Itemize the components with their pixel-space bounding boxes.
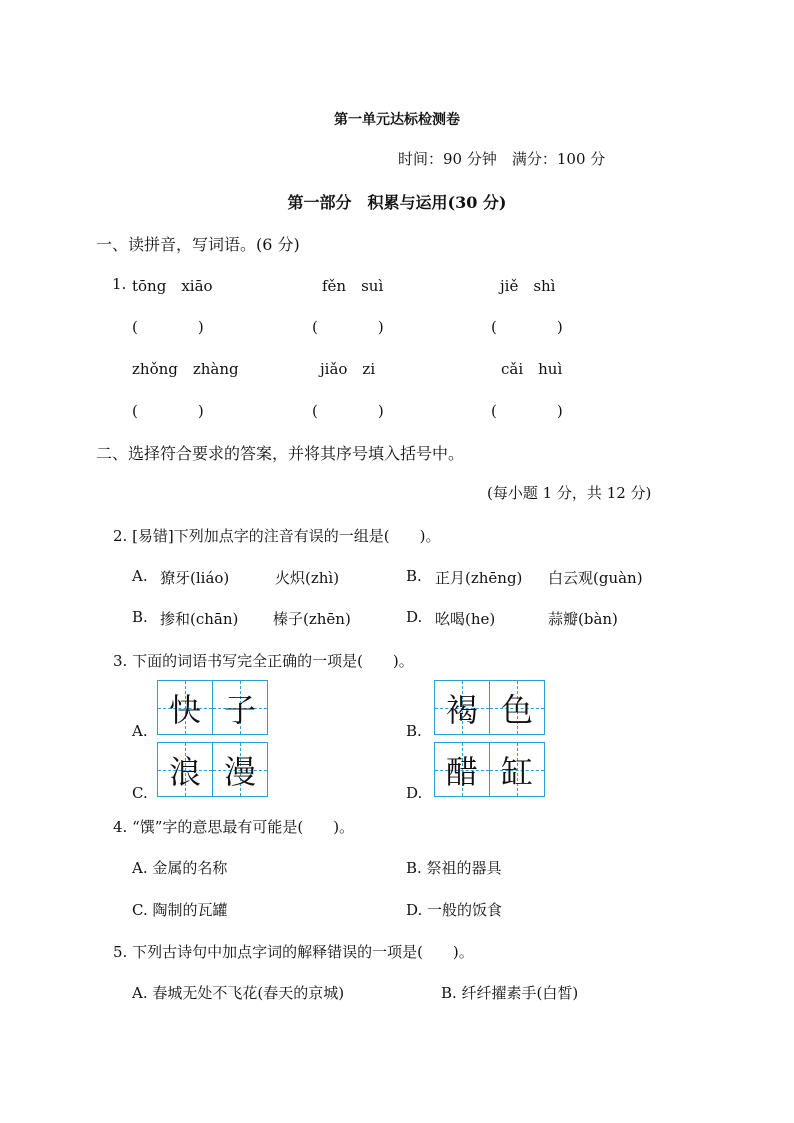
part-heading: 第一部分 积累与运用(30 分) (287, 193, 507, 212)
q3-option-c-grid (157, 742, 268, 797)
question-2-stem: 2. [易错]下列加点字的注音有误的一组是( )。 (113, 527, 441, 545)
page-title: 第一单元达标检测卷 (334, 112, 460, 128)
answer-blank-5[interactable]: ( ) (312, 402, 384, 420)
pinyin-2: fěn suì (322, 277, 384, 295)
q2-option-b-label: B. (406, 567, 422, 585)
pinyin-1: tōng xiāo (132, 277, 213, 295)
exam-meta: 时间：90 分钟 满分：100 分 (398, 150, 606, 168)
q3-option-c-label: C. (132, 784, 148, 802)
grid-cell: 漫 (212, 743, 267, 796)
q3-option-d-grid (434, 742, 545, 797)
q4-option-c: C. 陶制的瓦罐 (132, 901, 228, 919)
answer-blank-6[interactable]: ( ) (491, 402, 563, 420)
pinyin-4: zhǒng zhàng (132, 360, 239, 378)
q3-option-a-label: A. (132, 722, 148, 740)
pinyin-6: cǎi huì (501, 360, 563, 378)
section-2-heading: 二、选择符合要求的答案，并将其序号填入括号中。 (96, 444, 465, 463)
q3-option-d-label: D. (406, 784, 423, 802)
pinyin-3: jiě shì (500, 277, 556, 295)
q3-option-b-grid (434, 680, 545, 735)
question-1-number: 1. (112, 275, 127, 293)
q2-option-d-2: 蒜瓣(bàn) (548, 610, 618, 628)
answer-blank-1[interactable]: ( ) (132, 318, 204, 336)
grid-cell: 缸 (489, 743, 544, 796)
q2-option-d-1: 吆喝(he) (435, 610, 496, 628)
q4-option-a: A. 金属的名称 (132, 859, 228, 877)
q2-option-c-1: 掺和(chān) (160, 610, 239, 628)
grid-cell: 色 (489, 681, 544, 734)
q5-option-b: B. 纤纤擢素手(白皙) (441, 984, 579, 1002)
q2-option-c-label: B. (132, 608, 148, 626)
q3-option-b-label: B. (406, 722, 422, 740)
question-5-stem: 5. 下列古诗句中加点字词的解释错误的一项是( )。 (113, 943, 474, 961)
q2-option-c-2: 榛子(zhēn) (273, 610, 351, 628)
q2-option-b-1: 正月(zhēng) (435, 569, 523, 587)
grid-cell: 子 (212, 681, 267, 734)
q2-option-a-label: A. (132, 567, 148, 585)
q5-option-a: A. 春城无处不飞花(春天的京城) (132, 984, 345, 1002)
q2-option-a-1: 獠牙(liáo) (160, 569, 230, 587)
section-1-heading: 一、读拼音，写词语。(6 分) (96, 235, 300, 254)
question-4-stem: 4. “馔”字的意思最有可能是( )。 (113, 818, 355, 836)
q2-option-b-2: 白云观(guàn) (548, 569, 643, 587)
q2-option-a-2: 火炽(zhì) (275, 569, 340, 587)
q4-option-b: B. 祭祖的器具 (406, 859, 502, 877)
q2-option-d-label: D. (406, 608, 423, 626)
pinyin-5: jiǎo zi (320, 360, 376, 378)
answer-blank-3[interactable]: ( ) (491, 318, 563, 336)
grid-cell: 快 (158, 681, 212, 734)
question-3-stem: 3. 下面的词语书写完全正确的一项是( )。 (113, 652, 414, 670)
grid-cell: 浪 (158, 743, 212, 796)
answer-blank-4[interactable]: ( ) (132, 402, 204, 420)
grid-cell: 褐 (435, 681, 489, 734)
section-2-score: (每小题 1 分，共 12 分) (487, 484, 652, 502)
q3-option-a-grid (157, 680, 268, 735)
answer-blank-2[interactable]: ( ) (312, 318, 384, 336)
grid-cell: 醋 (435, 743, 489, 796)
q4-option-d: D. 一般的饭食 (406, 901, 503, 919)
